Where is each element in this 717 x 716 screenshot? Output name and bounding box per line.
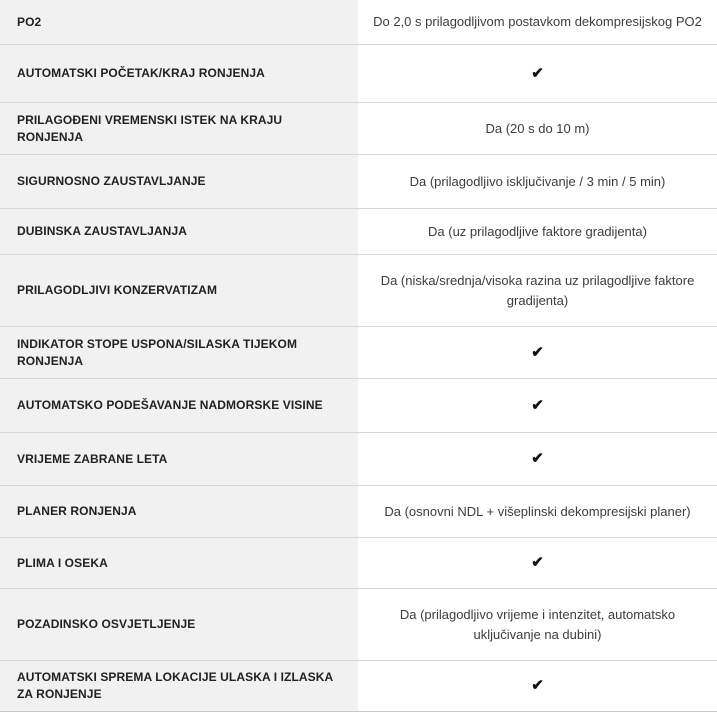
check-icon: ✔	[358, 379, 717, 432]
table-row	[0, 538, 717, 589]
table-row	[0, 209, 717, 255]
spec-label: AUTOMATSKO PODEŠAVANJE NADMORSKE VISINE	[0, 379, 358, 432]
spec-label: DUBINSKA ZAUSTAVLJANJA	[0, 209, 358, 254]
spec-label: PLANER RONJENJA	[0, 486, 358, 537]
spec-label: PRILAGODLJIVI KONZERVATIZAM	[0, 255, 358, 326]
table-row	[0, 486, 717, 538]
table-row	[0, 0, 717, 45]
spec-label: VRIJEME ZABRANE LETA	[0, 433, 358, 485]
table-row	[0, 45, 717, 103]
spec-label: AUTOMATSKI POČETAK/KRAJ RONJENJA	[0, 45, 358, 102]
spec-value: Da (prilagodljivo vrijeme i intenzitet, automatsko uključivanje na dubini)	[358, 589, 717, 660]
table-row	[0, 433, 717, 486]
check-icon: ✔	[358, 45, 717, 102]
spec-value: Da (uz prilagodljive faktore gradijenta)	[358, 209, 717, 254]
check-icon: ✔	[358, 661, 717, 711]
table-row	[0, 589, 717, 661]
check-icon: ✔	[358, 433, 717, 485]
spec-label: SIGURNOSNO ZAUSTAVLJANJE	[0, 155, 358, 208]
check-icon: ✔	[358, 327, 717, 378]
spec-label: PRILAGOĐENI VREMENSKI ISTEK NA KRAJU RONJENJA	[0, 103, 358, 154]
spec-label: PO2	[0, 0, 358, 44]
table-row	[0, 327, 717, 379]
spec-label: POZADINSKO OSVJETLJENJE	[0, 589, 358, 660]
spec-value: Da (prilagodljivo isključivanje / 3 min / 5 min)	[358, 155, 717, 208]
table-row	[0, 255, 717, 327]
spec-value: Da (20 s do 10 m)	[358, 103, 717, 154]
spec-value: Da (niska/srednja/visoka razina uz prilagodljive faktore gradijenta)	[358, 255, 717, 326]
spec-value: Do 2,0 s prilagodljivom postavkom dekompresijskog PO2	[358, 0, 717, 44]
table-row	[0, 379, 717, 433]
spec-label: PLIMA I OSEKA	[0, 538, 358, 588]
spec-label: AUTOMATSKI SPREMA LOKACIJE ULASKA I IZLASKA ZA RONJENJE	[0, 661, 358, 711]
spec-value: Da (osnovni NDL + višeplinski dekompresijski planer)	[358, 486, 717, 537]
table-row	[0, 661, 717, 712]
check-icon: ✔	[358, 538, 717, 588]
spec-label: INDIKATOR STOPE USPONA/SILASKA TIJEKOM RONJENJA	[0, 327, 358, 378]
table-row	[0, 155, 717, 209]
table-row	[0, 103, 717, 155]
